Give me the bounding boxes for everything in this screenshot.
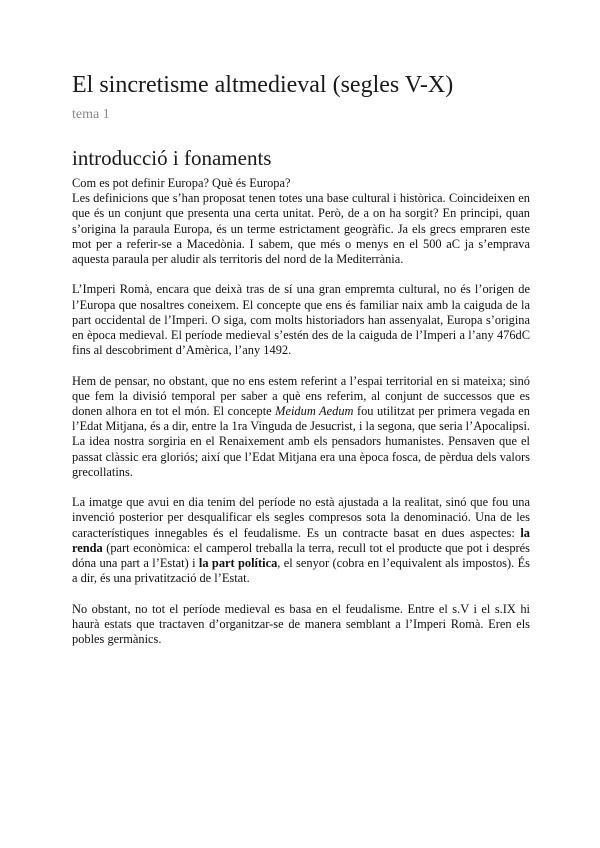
paragraph-3-emphasis: Meidum Aedum — [275, 404, 354, 419]
paragraph-1-body: Les definicions que s’han proposat tenen totes una base cultural i històrica. Coincideixen en que és un conjunt que presenta una certa unitat. Però, de a on ha sorgit? En principi, quan s’origina la paraula Europa, és un terme estrictament geogràfic. Ja els grecs empraren este mot per a referir-se a Macedònia. I sabem, que més o menys en el 500 aC ja s’emprava aquesta paraula per aludir als territoris del nord de la Mediterrània. — [72, 191, 530, 267]
paragraph-5: No obstant, no tot el període medieval es basa en el feudalisme. Entre el s.V i el s.IX hi haurà estats que tractaven d’organitzar-se de manera semblant a l’Imperi Romà. Eren els pobles germànics. — [72, 601, 530, 647]
paragraph-4-start: La imatge que avui en dia tenim del període no està ajustada a la realitat, sinó que fou una invenció posterior per desqualificar els segles compresos sota la denominació. Una de les característiques innegables és el feudalisme. Es un contracte basat en dues aspectes: — [72, 495, 530, 540]
document-title: El sincretisme altmedieval (segles V-X) — [72, 72, 454, 98]
paragraph-4-middle: (part econòmica: el camperol treballa la terra, recull tot el producte que pot i després dóna una part a l’Estat) i — [72, 540, 530, 571]
paragraph-4-bold-renda: la renda — [72, 525, 530, 555]
paragraph-3 — [72, 374, 530, 480]
section-heading: introducció i fonaments — [72, 146, 272, 170]
paragraph-4 — [72, 495, 530, 586]
body-text — [72, 176, 530, 662]
paragraph-1-question: Com es pot definir Europa? Què és Europa? — [72, 176, 291, 190]
paragraph-3-end: fou utilitzat per primera vegada en l’Edat Mitjana, és a dir, entre la 1ra Vinguda de Jesucrist, i la segona, que seria l’Apocalipsi. La idea nostra sorgiria en el Renaixement amb els pensadors humanistes. Pensaven que el passat clàssic era gloriós; així que l’Edat Mitjana era una època fosca, de pèrdua dels valors grecollatins. — [72, 404, 530, 479]
document-subtitle: tema 1 — [72, 107, 110, 122]
paragraph-3-start: Hem de pensar, no obstant, que no ens estem referint a l’espai territorial en si mateixa; sinó que fem la divisió temporal per saber a què ens referim, al conjunt de successos que es donen alhora en tot el món. El concepte — [72, 373, 530, 419]
paragraph-2: L’Imperi Romà, encara que deixà tras de sí una gran empremta cultural, no és l’origen de l’Europa que nosaltres coneixem. El concepte que ens és familiar naix amb la caiguda de la part occidental de l’Imperi. O siga, com molts historiadors han assenyalat, Europa s’origina en època medieval. El període medieval s’estén des de la caiguda de l’Imperi a l’any 476dC fins al descobriment d’Amèrica, l’any 1492. — [72, 282, 530, 358]
paragraph-4-end: , el senyor (cobra en l’equivalent als impostos). És a dir, és una privatització de l’Estat. — [72, 556, 530, 586]
paragraph-1 — [72, 176, 530, 267]
paragraph-4-bold-politica: la part política — [198, 556, 278, 571]
